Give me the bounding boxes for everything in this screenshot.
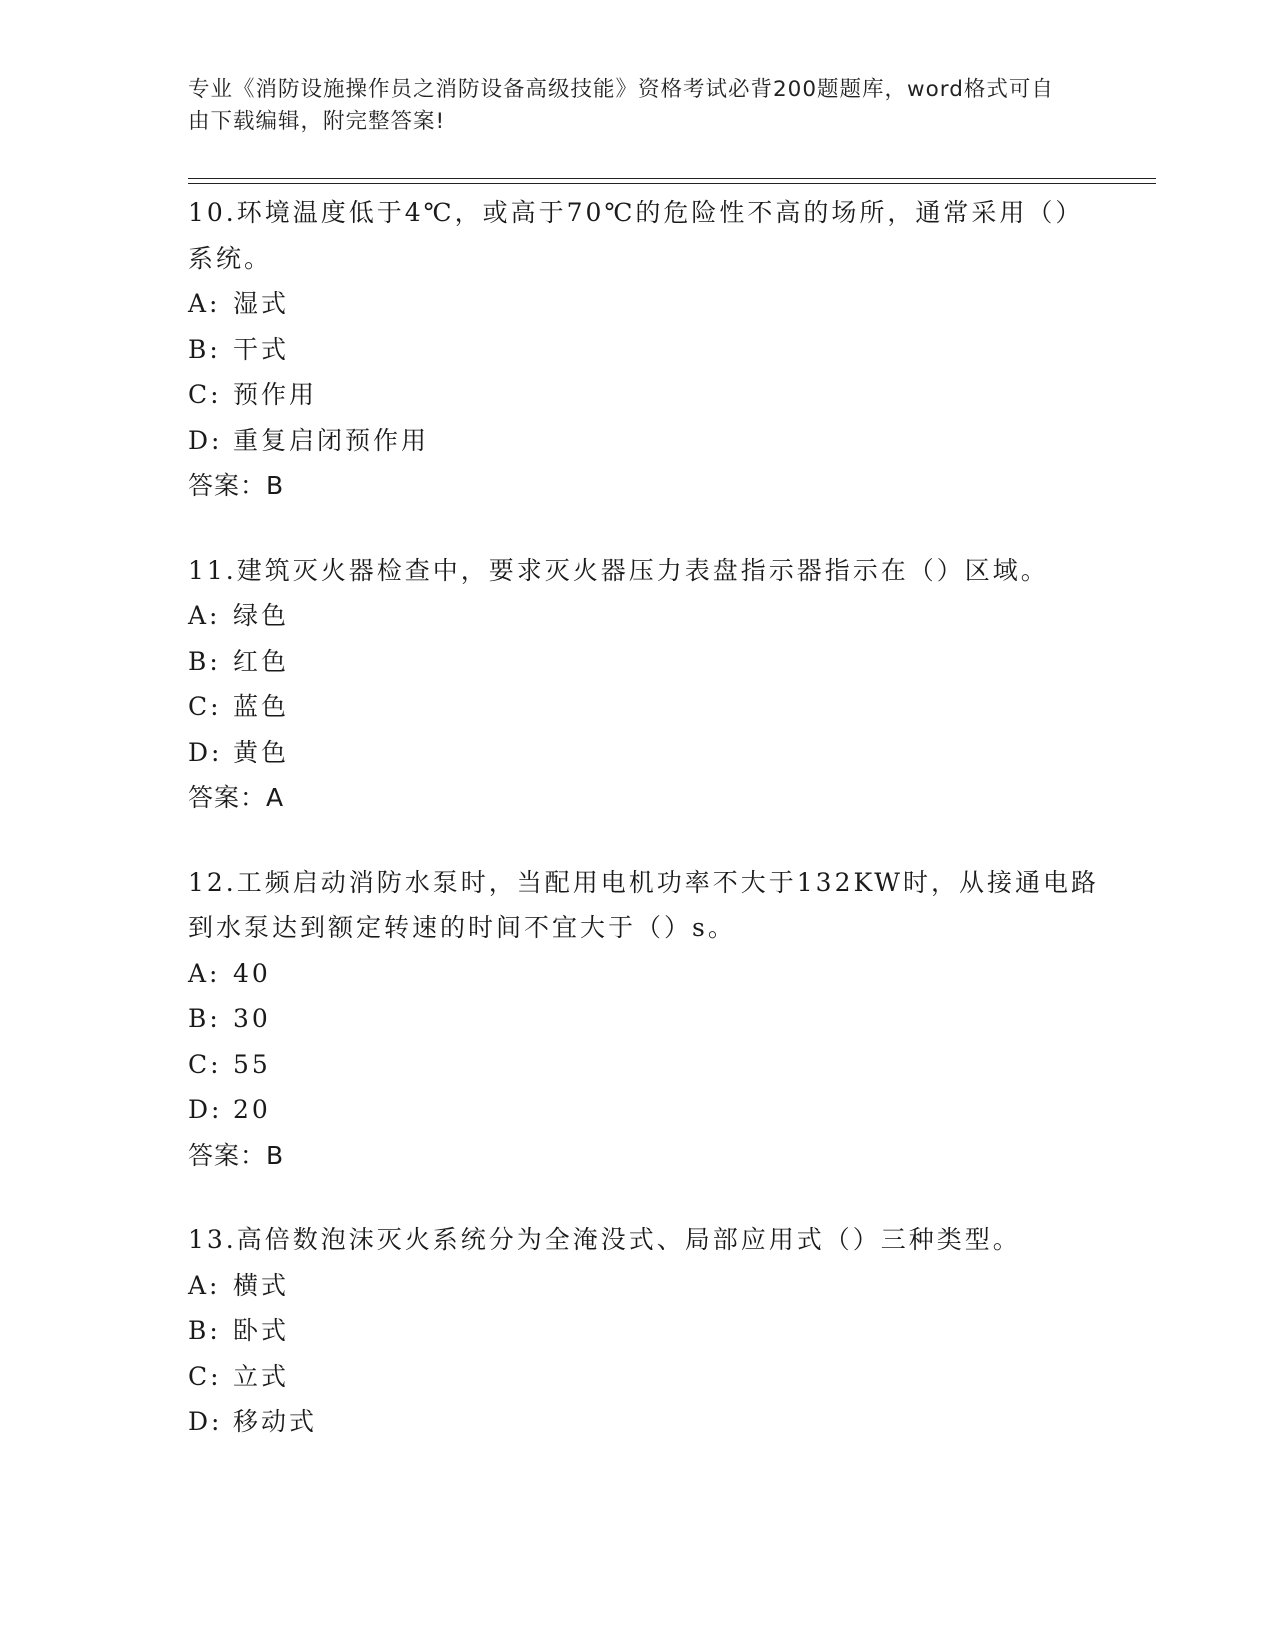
option-a — [188, 951, 1108, 997]
option-text: 立式 — [233, 1361, 290, 1391]
option-text: 重复启闭预作用 — [233, 425, 430, 455]
option-c — [188, 1354, 1108, 1400]
question-11 — [188, 548, 1108, 821]
option-letter: D: — [188, 1095, 223, 1124]
question-text: 10.环境温度低于4℃，或高于70℃的危险性不高的场所，通常采用（）系统。 — [188, 198, 1084, 273]
option-c — [188, 684, 1108, 730]
option-b — [188, 327, 1108, 373]
option-text: 红色 — [233, 646, 290, 676]
option-letter: C: — [188, 380, 222, 409]
option-d — [188, 418, 1108, 464]
question-13 — [188, 1217, 1108, 1445]
question-list — [188, 190, 1108, 1484]
answer-line: 答案：A — [188, 783, 285, 812]
option-letter: D: — [188, 425, 223, 455]
option-letter: B: — [188, 646, 221, 676]
option-text: 蓝色 — [233, 692, 290, 721]
option-letter: A: — [188, 601, 221, 630]
option-text: 横式 — [233, 1270, 290, 1300]
option-b — [188, 996, 1108, 1042]
option-letter: D: — [188, 737, 223, 767]
option-text: 黄色 — [233, 737, 290, 767]
answer-line: 答案：B — [188, 1140, 285, 1170]
option-letter: C: — [188, 1049, 222, 1079]
option-text: 湿式 — [233, 289, 290, 318]
question-text: 13.高倍数泡沫灭火系统分为全淹没式、局部应用式（）三种类型。 — [188, 1225, 1021, 1254]
option-c — [188, 1042, 1108, 1088]
option-d — [188, 1399, 1108, 1445]
option-text: 干式 — [233, 334, 290, 364]
option-text: 30 — [233, 1004, 271, 1033]
option-a — [188, 593, 1108, 639]
option-text: 预作用 — [233, 380, 318, 409]
option-text: 绿色 — [233, 601, 290, 630]
question-text: 11.建筑灭火器检查中，要求灭火器压力表盘指示器指示在（）区域。 — [188, 555, 1049, 585]
option-letter: A: — [188, 289, 221, 318]
option-letter: C: — [188, 1361, 222, 1391]
option-d — [188, 1087, 1108, 1133]
header-rule-bottom — [188, 183, 1156, 184]
option-a — [188, 1263, 1108, 1309]
option-letter: D: — [188, 1407, 223, 1436]
option-letter: B: — [188, 1004, 221, 1033]
question-12 — [188, 860, 1108, 1179]
option-text: 20 — [233, 1095, 271, 1124]
option-letter: A: — [188, 1270, 221, 1300]
option-text: 移动式 — [233, 1407, 318, 1436]
answer-line: 答案：B — [188, 471, 285, 500]
option-text: 40 — [233, 958, 271, 988]
option-letter: B: — [188, 1316, 221, 1345]
option-letter: A: — [188, 958, 221, 988]
option-text: 卧式 — [233, 1316, 290, 1345]
option-text: 55 — [233, 1049, 271, 1079]
option-b — [188, 1308, 1108, 1354]
option-letter: B: — [188, 334, 221, 364]
option-d — [188, 730, 1108, 776]
option-letter: C: — [188, 692, 222, 721]
document-header: 专业《消防设施操作员之消防设备高级技能》资格考试必背200题题库，word格式可自由下载编辑，附完整答案! — [188, 77, 1054, 134]
question-text: 12.工频启动消防水泵时，当配用电机功率不大于132KW时，从接通电路到水泵达到额定转速的时间不宜大于（）s。 — [188, 867, 1099, 942]
header-rule-top — [188, 178, 1156, 179]
option-b — [188, 639, 1108, 685]
option-c — [188, 372, 1108, 418]
question-10 — [188, 190, 1108, 509]
option-a — [188, 281, 1108, 327]
